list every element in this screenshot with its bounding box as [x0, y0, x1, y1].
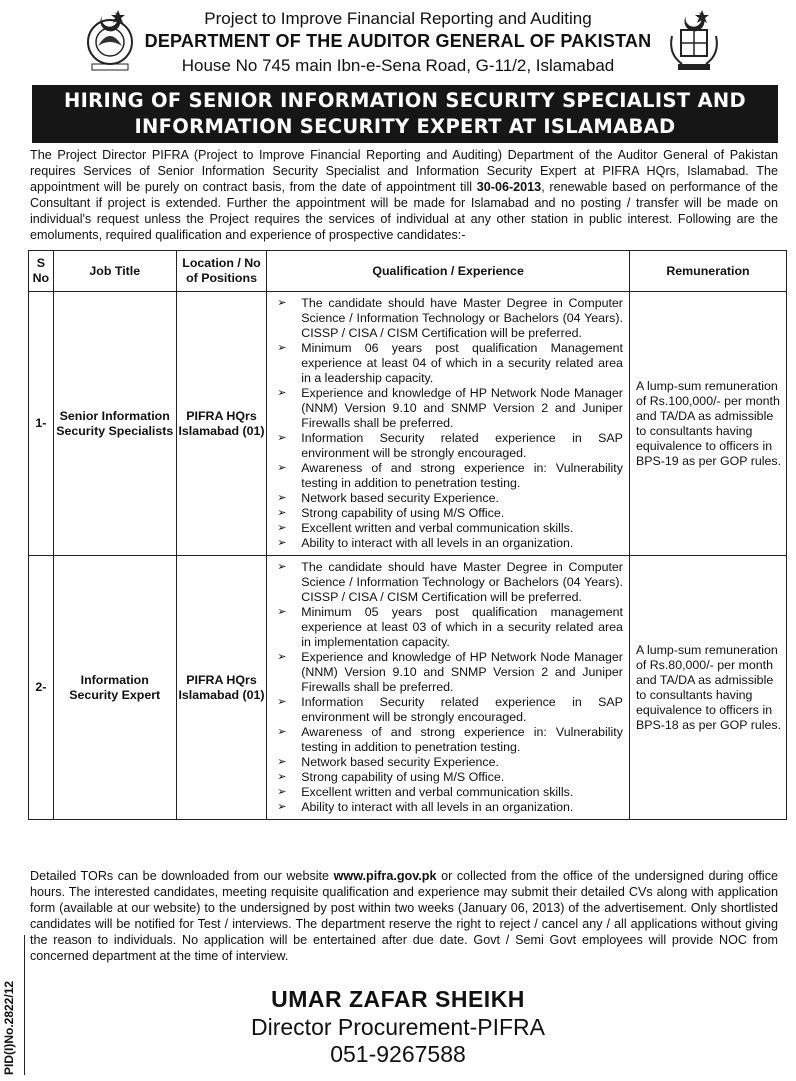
- arrowhead-bullet-icon: ➢: [277, 756, 287, 768]
- arrowhead-bullet-icon: ➢: [277, 507, 287, 519]
- list-item: ➢ Awareness of and strong experience in: Vulnerability testing in addition to penetration testing.: [277, 725, 623, 754]
- department-address: House No 745 main Ibn-e-Sena Road, G-11/2, Islamabad: [181, 56, 615, 75]
- list-item: ➢ Ability to interact with all levels in an organization.: [277, 536, 574, 550]
- list-item: ➢ Network based security Experience.: [277, 755, 499, 769]
- header-job-title: Job Title: [53, 251, 176, 292]
- pid-number: PID(I)No.2822/12: [2, 980, 16, 1075]
- arrowhead-bullet-icon: ➢: [277, 342, 287, 354]
- contract-end-date: 30-06-2013: [476, 180, 542, 194]
- list-item: ➢ Excellent written and verbal communication skills.: [277, 521, 574, 535]
- list-item: ➢ Network based security Experience.: [277, 491, 499, 505]
- list-item: ➢ Information Security related experience in SAP environment will be strongly encouraged.: [277, 431, 623, 460]
- positions-table: [28, 250, 787, 820]
- header-qualification: Qualification / Experience: [267, 251, 630, 292]
- arrowhead-bullet-icon: ➢: [277, 492, 287, 504]
- arrowhead-bullet-icon: ➢: [277, 651, 287, 663]
- row-qualifications: [267, 292, 630, 556]
- row-remuneration: A lump-sum remuneration of Rs.80,000/- per month and TA/DA as admissible to consultants having equivalence to officers in BPS-18 as per GOP rules.: [629, 556, 786, 820]
- row-location: PIFRA HQrs Islamabad (01): [176, 292, 266, 556]
- arrowhead-bullet-icon: ➢: [277, 771, 287, 783]
- footer-text-2: or collected from the office of the undersigned during office hours. The interested candidates, meeting requisite qualification and experience may submit their detailed CVs along with application form (available at our website) to the undersigned by post within two weeks (January 06, 2013) of the advertisement. Only shortlisted candidates will be notified for Test / interviews. The department reserve the right to reject / cancel any / all applications without giving the reason to individuals. No application will be entertained after due date. Govt / Semi Govt employees will provide NOC from concerned department at the time of interview.: [30, 869, 778, 963]
- arrowhead-bullet-icon: ➢: [277, 726, 287, 738]
- qualification-list: [269, 296, 623, 551]
- signatory-title: Director Procurement-PIFRA: [251, 1014, 545, 1040]
- intro-text-2: , renewable based on performance of the Consultant if project is extended. Further the appointment will be made for Islamabad and no posting / transfer will be made on individual's request unless the Project requires the services of individual at any other station in public interest. Following are the emoluments, required qualification and experience of prospective candidates:-: [30, 180, 778, 242]
- row-job-title: Senior Information Security Specialists: [53, 292, 176, 556]
- application-instructions: [30, 868, 778, 964]
- department-name: DEPARTMENT OF THE AUDITOR GENERAL OF PAKISTAN: [144, 31, 652, 51]
- hiring-banner: [32, 85, 778, 143]
- contact-phone: 051-9267588: [330, 1041, 466, 1067]
- arrowhead-bullet-icon: ➢: [277, 297, 287, 309]
- list-item: ➢ Minimum 06 years post qualification Management experience at least 04 of which in a security related area in a leadership capacity.: [277, 341, 623, 385]
- state-emblem-icon: [664, 6, 724, 74]
- row-location: PIFRA HQrs Islamabad (01): [176, 556, 266, 820]
- arrowhead-bullet-icon: ➢: [277, 696, 287, 708]
- website-link[interactable]: www.pifra.gov.pk: [333, 869, 437, 883]
- project-name: Project to Improve Financial Reporting and Auditing: [204, 9, 592, 28]
- arrowhead-bullet-icon: ➢: [277, 462, 287, 474]
- arrowhead-bullet-icon: ➢: [277, 801, 287, 813]
- list-item: ➢ Information Security related experience in SAP environment will be strongly encouraged.: [277, 695, 623, 724]
- arrowhead-bullet-icon: ➢: [277, 522, 287, 534]
- list-item: ➢ Experience and knowledge of HP Network Node Manager (NNM) Version 9.10 and SNMP Version 2 and Juniper Firewalls shall be preferred.: [277, 650, 623, 694]
- header-sno: S No: [29, 251, 54, 292]
- list-item: ➢ Awareness of and strong experience in: Vulnerability testing in addition to penetration testing.: [277, 461, 623, 490]
- list-item: ➢ Strong capability of using M/S Office.: [277, 770, 505, 784]
- row-remuneration: A lump-sum remuneration of Rs.100,000/- per month and TA/DA as admissible to consultants having equivalence to officers in BPS-19 as per GOP rules.: [629, 292, 786, 556]
- row-qualifications: [267, 556, 630, 820]
- qualification-list: [269, 560, 623, 815]
- list-item: ➢ Experience and knowledge of HP Network Node Manager (NNM) Version 9.10 and SNMP Version 2 and Juniper Firewalls shall be preferred.: [277, 386, 623, 430]
- row-sno: 1-: [29, 292, 54, 556]
- arrowhead-bullet-icon: ➢: [277, 537, 287, 549]
- table-header-row: [29, 251, 787, 292]
- list-item: ➢ The candidate should have Master Degree in Computer Science / Information Technology or Bachelors (04 Years). CISSP / CISA / CISM Certification will be preferred.: [277, 560, 623, 604]
- intro-paragraph: [30, 147, 778, 243]
- table-row: [29, 556, 787, 820]
- arrowhead-bullet-icon: ➢: [277, 432, 287, 444]
- letterhead: [0, 0, 796, 80]
- list-item: ➢ Strong capability of using M/S Office.: [277, 506, 505, 520]
- signatory-name: UMAR ZAFAR SHEIKH: [271, 986, 525, 1012]
- list-item: ➢ Ability to interact with all levels in an organization.: [277, 800, 574, 814]
- footer-text-1: Detailed TORs can be downloaded from our website: [30, 869, 334, 883]
- arrowhead-bullet-icon: ➢: [277, 786, 287, 798]
- table-row: [29, 292, 787, 556]
- row-job-title: Information Security Expert: [53, 556, 176, 820]
- list-item: ➢ Minimum 05 years post qualification management experience at least 03 of which in a security related area in implementation capacity.: [277, 605, 623, 649]
- banner-line-1: HIRING OF SENIOR INFORMATION SECURITY SPECIALIST AND: [64, 89, 746, 112]
- arrowhead-bullet-icon: ➢: [277, 387, 287, 399]
- header-remuneration: Remuneration: [629, 251, 786, 292]
- arrowhead-bullet-icon: ➢: [277, 606, 287, 618]
- intro-text-1: The Project Director PIFRA (Project to Improve Financial Reporting and Auditing) Department of the Auditor General of Pakistan requires Services of Senior Information Security Specialist and Information Security Expert at PIFRA HQrs, Islamabad. The appointment will be purely on contract basis, from the date of appointment till: [30, 148, 778, 194]
- list-item: ➢ Excellent written and verbal communication skills.: [277, 785, 574, 799]
- header-location: Location / No of Positions: [176, 251, 266, 292]
- arrowhead-bullet-icon: ➢: [277, 561, 287, 573]
- banner-line-2: INFORMATION SECURITY EXPERT AT ISLAMABAD: [134, 115, 676, 138]
- list-item: ➢ The candidate should have Master Degree in Computer Science / Information Technology or Bachelors (04 Years). CISSP / CISA / CISM Certification will be preferred.: [277, 296, 623, 340]
- row-sno: 2-: [29, 556, 54, 820]
